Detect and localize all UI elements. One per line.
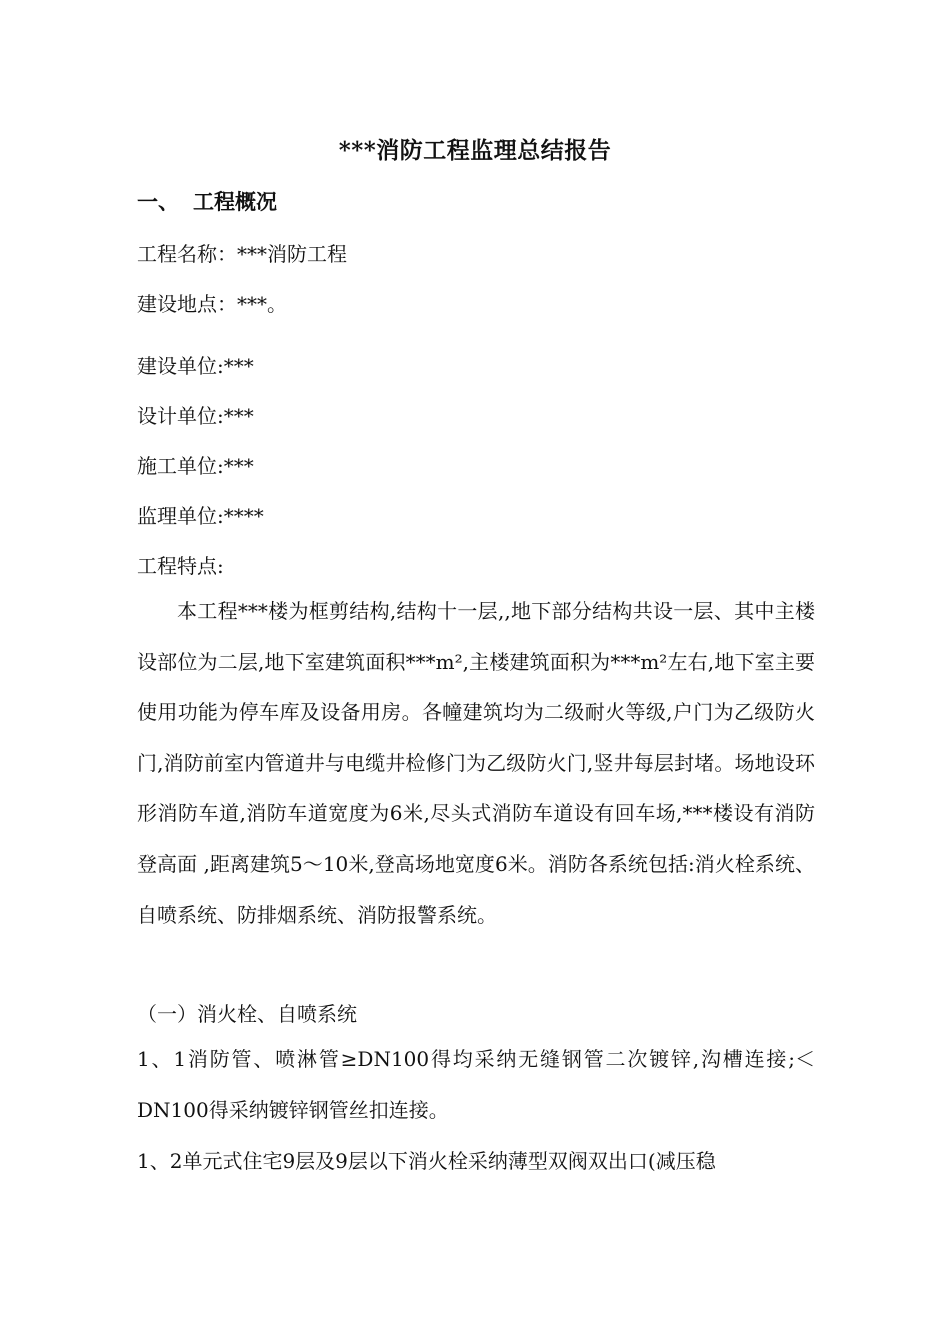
document-title: ***消防工程监理总结报告 (338, 137, 612, 164)
section-number: 一、 (137, 189, 179, 214)
section-heading (137, 186, 277, 216)
field-contractor: 施工单位:*** (137, 454, 254, 478)
field-supervisor: 监理单位:**** (137, 504, 264, 528)
field-owner: 建设单位:*** (137, 354, 254, 378)
field-location: 建设地点：***。 (137, 292, 287, 316)
item-1-2: 1、2单元式住宅9层及9层以下消火栓采纳薄型双阀双出口(减压稳 (137, 1149, 716, 1173)
subsection-heading: （一）消火栓、自喷系统 (137, 1002, 357, 1026)
field-features-label: 工程特点: (137, 554, 224, 578)
section-title: 工程概况 (193, 189, 277, 214)
item-1-1: 1、1消防管、喷淋管≥DN100得均采纳无缝钢管二次镀锌,沟槽连接;＜DN100得采纳镀锌钢管丝扣连接。 (137, 1047, 815, 1122)
features-paragraph: 本工程***楼为框剪结构,结构十一层,,地下部分结构共设一层、其中主楼设部位为二层,地下室建筑面积***m²,主楼建筑面积为***m²左右,地下室主要使用功能为停车库及设备用房。各幢建筑均为二级耐火等级,户门为乙级防火门,消防前室内管道井与电缆井检修门为乙级防火门,竖井每层封堵。场地设环形消防车道,消防车道宽度为6米,尽头式消防车道设有回车场,***楼设有消防登高面 ,距离建筑5～10米,登高场地宽度6米。消防各系统包括:消火栓系统、自喷系统、防排烟系统、消防报警系统。 (137, 599, 815, 927)
field-designer: 设计单位:*** (137, 404, 254, 428)
field-project-name: 工程名称：***消防工程 (137, 242, 347, 266)
